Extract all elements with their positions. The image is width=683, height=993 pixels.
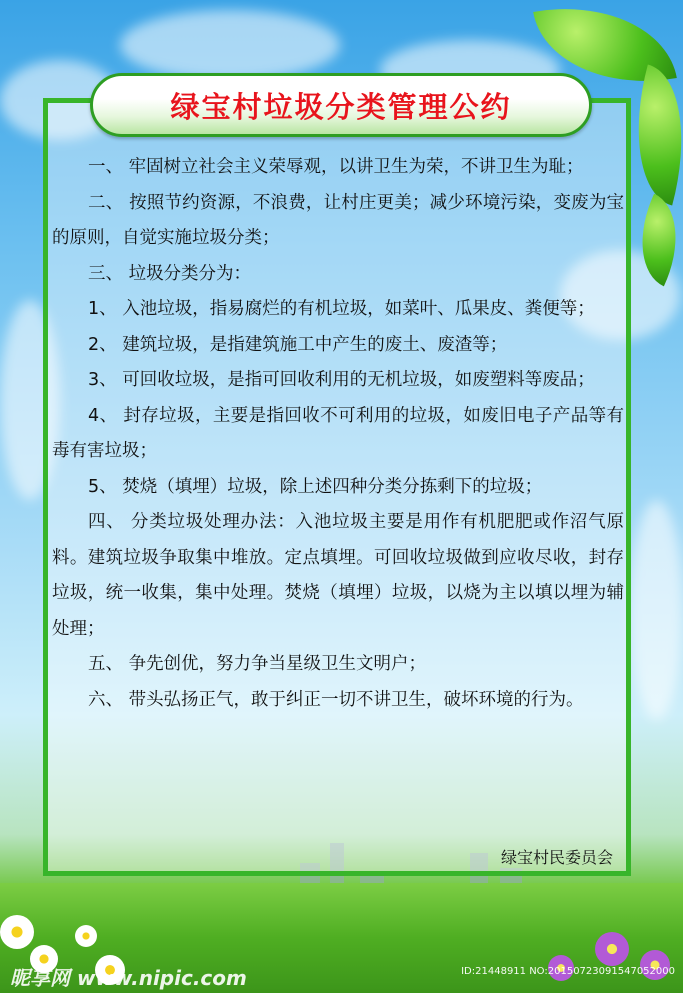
paragraph: 1、 入池垃圾，指易腐烂的有机垃圾，如菜叶、瓜果皮、粪便等；	[88, 299, 595, 319]
paragraph: 三、 垃圾分类分为：	[88, 263, 252, 284]
cloud	[120, 10, 340, 80]
paragraph: 二、 按照节约资源，不浪费，让村庄更美；减少环境污染，变废为宝的原则，自觉实施垃圾分类；	[52, 192, 624, 248]
paragraph: 3、 可回收垃圾，是指可回收利用的无机垃圾，如废塑料等废品；	[88, 370, 595, 390]
paragraph: 六、 带头弘扬正气，敢于纠正一切不讲卫生，破坏环境的行为。	[88, 689, 584, 710]
watermark-right: ID:21448911 NO:20150723091547052000	[461, 966, 675, 977]
paragraph: 5、 焚烧（填埋）垃圾，除上述四种分类分拣剩下的垃圾；	[88, 476, 543, 497]
paragraph: 一、 牢固树立社会主义荣辱观，以讲卫生为荣，不讲卫生为耻；	[88, 157, 584, 177]
purple-flower-icon	[595, 932, 629, 966]
paragraph: 2、 建筑垃圾，是指建筑施工中产生的废土、废渣等；	[88, 334, 508, 355]
page-title: 绿宝村垃圾分类管理公约	[170, 89, 512, 124]
cloud	[630, 500, 683, 720]
title-banner	[90, 73, 592, 137]
daisy-icon	[75, 925, 97, 947]
paragraph: 五、 争先创优，努力争当星级卫生文明户；	[88, 654, 427, 674]
signature: 绿宝村民委员会	[500, 848, 613, 867]
watermark-left: 昵享网 www.nipic.com	[10, 966, 247, 990]
article-body	[52, 150, 624, 718]
paragraph: 4、 封存垃圾，主要是指回收不可利用的垃圾，如废旧电子产品等有毒有害垃圾；	[52, 405, 624, 461]
paragraph: 四、 分类垃圾处理办法：入池垃圾主要是用作有机肥肥或作沼气原料。建筑垃圾争取集中堆放。定点填埋。可回收垃圾做到应收尽收，封存垃圾，统一收集，集中处理。焚烧（填埋）垃圾，以烧为主以填以埋为辅处理；	[52, 512, 624, 639]
daisy-icon	[0, 915, 34, 949]
